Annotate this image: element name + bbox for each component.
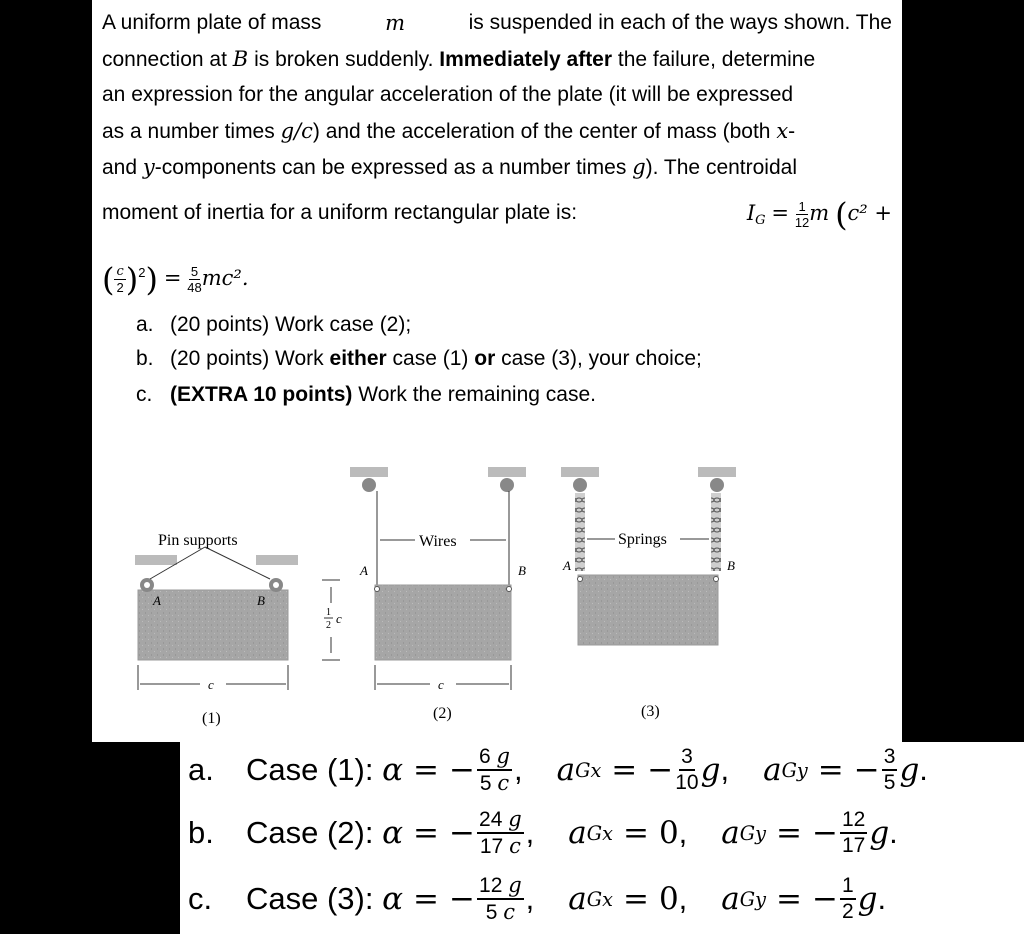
spring-a-icon: [575, 493, 585, 571]
problem-line-2: connection at B is broken suddenly. Immediately after the failure, determine: [102, 47, 816, 71]
label-b-2: B: [518, 563, 526, 578]
task-item-c: c. (EXTRA 10 points) Work the remaining case.: [136, 383, 596, 406]
inertia-formula-start: $I_G$ = $\frac{1}{12}$ m (c² +: [746, 195, 892, 234]
plate-2: [375, 585, 511, 660]
spring-b-icon: [711, 493, 721, 571]
case-2-label: (2): [433, 705, 452, 722]
pulley-left-icon: [362, 478, 376, 492]
pin-supports-label: Pin supports: [158, 532, 238, 549]
springs-label: Springs: [618, 531, 667, 548]
problem-line-6: moment of inertia for a uniform rectangular plate is: $I_G$ = $\frac{1}{12}$ m (c² +: [102, 198, 892, 236]
label-a-3: A: [563, 558, 571, 573]
task-item-a: a. (20 points) Work case (2);: [136, 313, 412, 336]
case-2-diagram: [322, 467, 526, 722]
problem-line-1: A uniform plate of mass m is suspended in each of the ways shown. The: [102, 11, 892, 35]
svg-text:1: 1: [326, 607, 331, 618]
problem-line-3: an expression for the angular acceleration of the plate (it will be expressed: [102, 83, 794, 106]
label-a-1: A: [153, 593, 161, 608]
problem-line-5: and y-components can be expressed as a number times g). The centroidal: [102, 155, 797, 179]
plate-3: [578, 575, 718, 645]
width-label-1: c: [208, 677, 214, 692]
wires-label: Wires: [419, 533, 457, 550]
suspension-figure: [120, 455, 760, 735]
answer-a: a. Case (1): α = − $\frac{6 g}{5 c}$ , a Gx = − $\frac{3}{10}$ g , a Gy = − $\frac{3}{5}$ g .: [188, 744, 928, 795]
problem-line-4: as a number times g/c) and the acceleration of the center of mass (both x-: [102, 119, 796, 143]
svg-text:2: 2: [326, 620, 331, 631]
inertia-formula-end: ( $\frac{c}{2}$ )$^2$) = $\frac{5}{48}$ mc².: [102, 260, 249, 299]
width-label-2: c: [438, 677, 444, 692]
case-3-label: (3): [641, 703, 660, 720]
pulley-left-3-icon: [573, 478, 587, 492]
ceiling-right: [256, 555, 298, 565]
answer-c: c. Case (3): α = − $\frac{12 g}{5 c}$ , a Gx = 0 , a Gy = − $\frac{1}{2}$ g .: [188, 873, 887, 924]
answer-b: b. Case (2): α = − $\frac{24 g}{17 c}$ , a Gx = 0 , a Gy = − $\frac{12}{17}$ g .: [188, 807, 898, 858]
label-b-1: B: [257, 593, 265, 608]
ceiling-left: [135, 555, 177, 565]
task-item-b: b. (20 points) Work either case (1) or case (3), your choice;: [136, 347, 702, 370]
pulley-right-icon: [500, 478, 514, 492]
case-1-label: (1): [202, 710, 221, 727]
pulley-right-3-icon: [710, 478, 724, 492]
label-b-3: B: [727, 558, 735, 573]
case-1-diagram: [135, 532, 298, 727]
case-3-diagram: [561, 467, 736, 720]
half-c-label: c: [336, 611, 342, 626]
label-a-2: A: [360, 563, 368, 578]
